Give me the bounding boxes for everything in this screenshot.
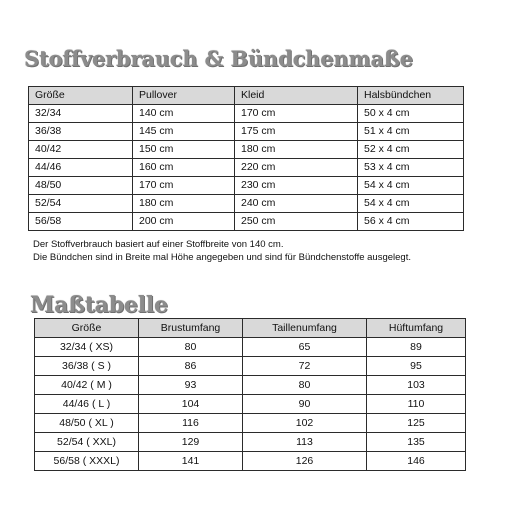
cell-dress: 240 cm	[235, 195, 358, 213]
column-header-hip: Hüftumfang	[367, 319, 466, 338]
cell-size: 40/42	[29, 141, 133, 159]
cell-hip: 146	[367, 452, 466, 471]
cell-waist: 113	[243, 433, 367, 452]
cell-waist: 80	[243, 376, 367, 395]
cell-dress: 250 cm	[235, 213, 358, 231]
cell-neckband: 51 x 4 cm	[358, 123, 464, 141]
cell-waist: 126	[243, 452, 367, 471]
cell-chest: 104	[139, 395, 243, 414]
cell-dress: 220 cm	[235, 159, 358, 177]
cell-waist: 65	[243, 338, 367, 357]
table-row	[29, 177, 464, 195]
cell-size: 44/46 ( L )	[35, 395, 139, 414]
cell-pullover: 140 cm	[133, 105, 235, 123]
note-line: Der Stoffverbrauch basiert auf einer Stoffbreite von 140 cm.	[33, 239, 284, 250]
cell-pullover: 145 cm	[133, 123, 235, 141]
table-row	[35, 414, 466, 433]
cell-size: 32/34	[29, 105, 133, 123]
measurement-table	[34, 318, 466, 471]
cell-size: 44/46	[29, 159, 133, 177]
cell-size: 36/38	[29, 123, 133, 141]
cell-pullover: 170 cm	[133, 177, 235, 195]
table-row	[35, 376, 466, 395]
cell-size: 48/50	[29, 177, 133, 195]
cell-size: 32/34 ( XS)	[35, 338, 139, 357]
cell-neckband: 56 x 4 cm	[358, 213, 464, 231]
cell-size: 40/42 ( M )	[35, 376, 139, 395]
table-row	[29, 123, 464, 141]
table-row	[35, 395, 466, 414]
cell-size: 56/58 ( XXXL)	[35, 452, 139, 471]
cell-pullover: 150 cm	[133, 141, 235, 159]
cell-neckband: 54 x 4 cm	[358, 177, 464, 195]
cell-pullover: 160 cm	[133, 159, 235, 177]
cell-chest: 80	[139, 338, 243, 357]
fabric-usage-note	[33, 238, 411, 264]
column-header-chest: Brustumfang	[139, 319, 243, 338]
cell-neckband: 50 x 4 cm	[358, 105, 464, 123]
table-row	[35, 433, 466, 452]
cell-dress: 170 cm	[235, 105, 358, 123]
cell-neckband: 53 x 4 cm	[358, 159, 464, 177]
table-row	[29, 213, 464, 231]
column-header-size: Größe	[35, 319, 139, 338]
table-header-row	[29, 87, 464, 105]
table-row	[35, 338, 466, 357]
cell-hip: 89	[367, 338, 466, 357]
cell-chest: 116	[139, 414, 243, 433]
cell-hip: 95	[367, 357, 466, 376]
table-row	[35, 357, 466, 376]
cell-chest: 129	[139, 433, 243, 452]
cell-size: 48/50 ( XL )	[35, 414, 139, 433]
cell-waist: 102	[243, 414, 367, 433]
cell-chest: 141	[139, 452, 243, 471]
table-header-row	[35, 319, 466, 338]
cell-size: 56/58	[29, 213, 133, 231]
column-header-neckband: Halsbündchen	[358, 87, 464, 105]
table-row	[29, 141, 464, 159]
column-header-waist: Taillenumfang	[243, 319, 367, 338]
cell-pullover: 200 cm	[133, 213, 235, 231]
cell-dress: 230 cm	[235, 177, 358, 195]
cell-hip: 135	[367, 433, 466, 452]
cell-hip: 103	[367, 376, 466, 395]
cell-dress: 175 cm	[235, 123, 358, 141]
cell-size: 36/38 ( S )	[35, 357, 139, 376]
cell-dress: 180 cm	[235, 141, 358, 159]
cell-neckband: 54 x 4 cm	[358, 195, 464, 213]
cell-pullover: 180 cm	[133, 195, 235, 213]
cell-chest: 93	[139, 376, 243, 395]
cell-hip: 110	[367, 395, 466, 414]
column-header-dress: Kleid	[235, 87, 358, 105]
note-line: Die Bündchen sind in Breite mal Höhe angegeben und sind für Bündchenstoffe ausgelegt.	[33, 252, 411, 263]
cell-size: 52/54	[29, 195, 133, 213]
cell-waist: 90	[243, 395, 367, 414]
table-row	[29, 159, 464, 177]
table-row	[29, 105, 464, 123]
cell-waist: 72	[243, 357, 367, 376]
cell-neckband: 52 x 4 cm	[358, 141, 464, 159]
cell-hip: 125	[367, 414, 466, 433]
table-row	[29, 195, 464, 213]
cell-chest: 86	[139, 357, 243, 376]
column-header-size: Größe	[29, 87, 133, 105]
measurement-table-title: Maßtabelle	[30, 292, 168, 318]
cell-size: 52/54 ( XXL)	[35, 433, 139, 452]
table-row	[35, 452, 466, 471]
fabric-usage-title: Stoffverbrauch & Bündchenmaße	[24, 46, 413, 71]
column-header-pullover: Pullover	[133, 87, 235, 105]
fabric-usage-table	[28, 86, 464, 231]
